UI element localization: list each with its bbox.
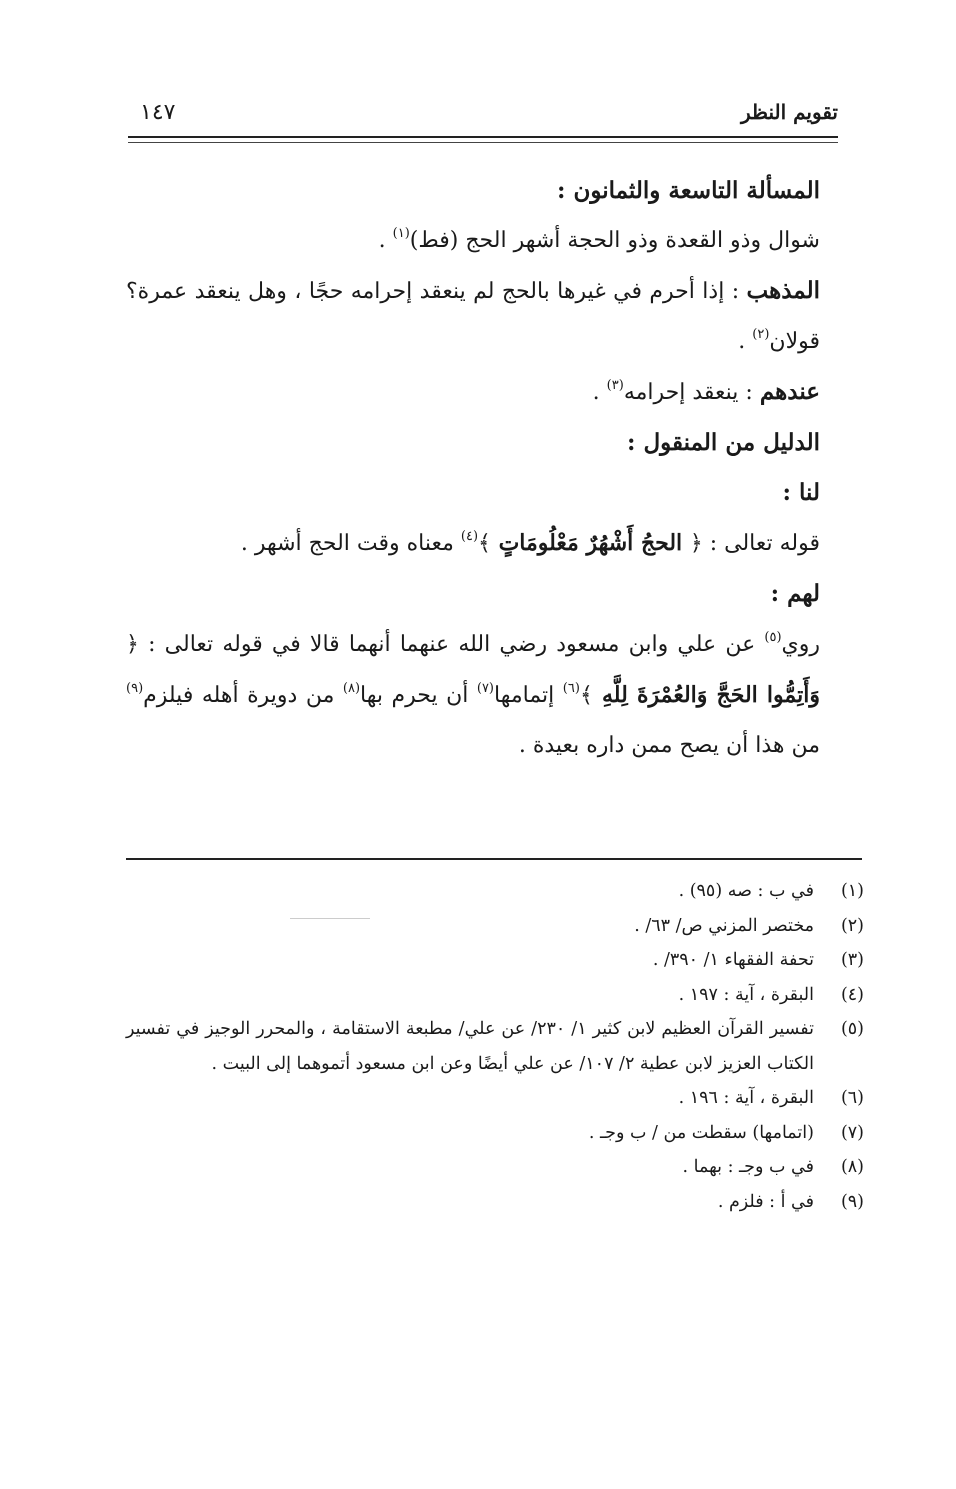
footnote-text: مختصر المزني ص/ ٦٣/ . [634,915,814,936]
footnote-4 [126,978,864,1013]
issue-statement-end: . [378,228,393,253]
running-header [128,92,838,134]
lahum-text-d: أن يحرم بها [360,683,477,708]
footnote-text: (اتمامها) سقطت من / ب وجـ . [588,1122,814,1143]
footnote-separator [126,858,862,860]
footnote-number: (٤) [840,984,864,1005]
footnote-text: في ب وجـ : بهما . [682,1157,814,1177]
footnote-ref-6: (٦) [562,681,580,696]
issue-statement [126,216,820,266]
indahum-label: عندهم [759,378,820,405]
indahum-text: : ينعقد إحرامه [623,380,760,405]
lahum-paragraph [126,619,820,771]
footnote-number: (٧) [840,1122,864,1143]
quran-verse-2: وَأَتِمُّوا الحَجَّ وَالعُمْرَةَ لِلَّهِ [592,682,820,708]
lana-explanation: معناه وقت الحج أشهر . [240,531,461,556]
footnote-text: تحفة الفقهاء ١/ ٣٩٠/ . [652,950,814,970]
madhab-paragraph [126,266,820,367]
footnote-ref-2: (٢) [752,327,770,342]
footnote-ref-4: (٤) [460,529,479,544]
footnote-number: (٦) [840,1088,864,1108]
page-number: ١٤٧ [140,100,176,125]
madhab-end: . [738,329,753,354]
lana-intro: قوله تعالى : [702,531,820,556]
footnote-number: (١) [840,881,864,901]
footnote-ref-1: (١) [392,226,410,241]
footnote-ref-3: (٣) [606,378,624,393]
quran-bracket-close-2: ﴾ [579,683,593,708]
quran-verse-1: الحجُ أَشْهُرٌ مَعْلُومَاتٍ [490,530,690,556]
footnote-7 [126,1116,864,1151]
footnote-text: تفسير القرآن العظيم لابن كثير ١/ ٢٣٠/ عن علي/ مطبعة الاستقامة ، والمحرر الوجيز في تفسير الكتاب العزيز لابن عطية ٢/ ١٠٧/ عن علي أيضًا وعن ابن مسعود أتموهما إلى البيت . [126,1019,814,1074]
lana-paragraph [126,518,820,569]
lahum-text-f: من هذا أن يصح ممن داره بعيدة . [518,733,820,758]
lahum-text-b: عن علي وابن مسعود رضي الله عنهما أنهما قالا في قوله تعالى : [138,632,765,657]
footnote-text: في ب : صه (٩٥) . [678,881,814,901]
main-text [126,166,820,771]
issue-statement-text: شوال وذو القعدة وذو الحجة أشهر الحج (فط) [409,228,820,253]
footnote-ref-9: (٩) [126,681,144,696]
evidence-heading: الدليل من المنقول : [626,429,820,456]
footnote-text: البقرة ، آية : ١٩٧ . [678,984,814,1005]
lahum-heading: لهم : [770,580,820,607]
footnote-ref-8: (٨) [342,681,361,696]
quran-bracket-close: ﴾ [478,531,491,556]
lana-heading: لنا : [782,479,820,506]
footnote-number: (٩) [840,1191,864,1212]
footnote-3 [126,943,864,978]
footnote-5 [126,1012,864,1081]
footnote-1 [126,874,864,909]
lahum-text-c: إتمامها [494,683,563,708]
footnote-number: (٥) [840,1019,864,1039]
header-title: تقويم النظر [741,100,838,124]
lahum-text-a: روي [781,632,820,657]
madhab-text: : إذا أحرم في غيرها بالحج لم ينعقد إحرامه حجًا ، وهل ينعقد عمرة؟ قولان [126,279,820,354]
lahum-text-e: من دويرة أهله فيلزم [143,683,343,708]
header-rule-thick [128,136,838,138]
footnote-text: في أ : فلزم . [717,1191,814,1212]
madhab-label: المذهب [746,277,820,304]
quran-bracket-open-2: ﴿ [126,632,139,657]
issue-title: المسألة التاسعة والثمانون : [556,177,820,204]
footnotes [126,874,864,1219]
quran-bracket-open: ﴿ [689,531,703,556]
header-rule-thin [128,142,838,143]
footnote-2 [126,909,864,944]
footnote-6 [126,1081,864,1116]
footnote-8 [126,1150,864,1185]
footnote-number: (٣) [840,950,864,970]
footnote-number: (٨) [840,1157,864,1177]
indahum-paragraph [126,367,820,418]
footnote-ref-5: (٥) [764,630,782,645]
indahum-end: . [592,380,607,405]
footnote-number: (٢) [840,915,864,936]
footnote-ref-7: (٧) [476,681,494,696]
footnote-9 [126,1185,864,1220]
footnote-text: البقرة ، آية : ١٩٦ . [678,1088,814,1108]
